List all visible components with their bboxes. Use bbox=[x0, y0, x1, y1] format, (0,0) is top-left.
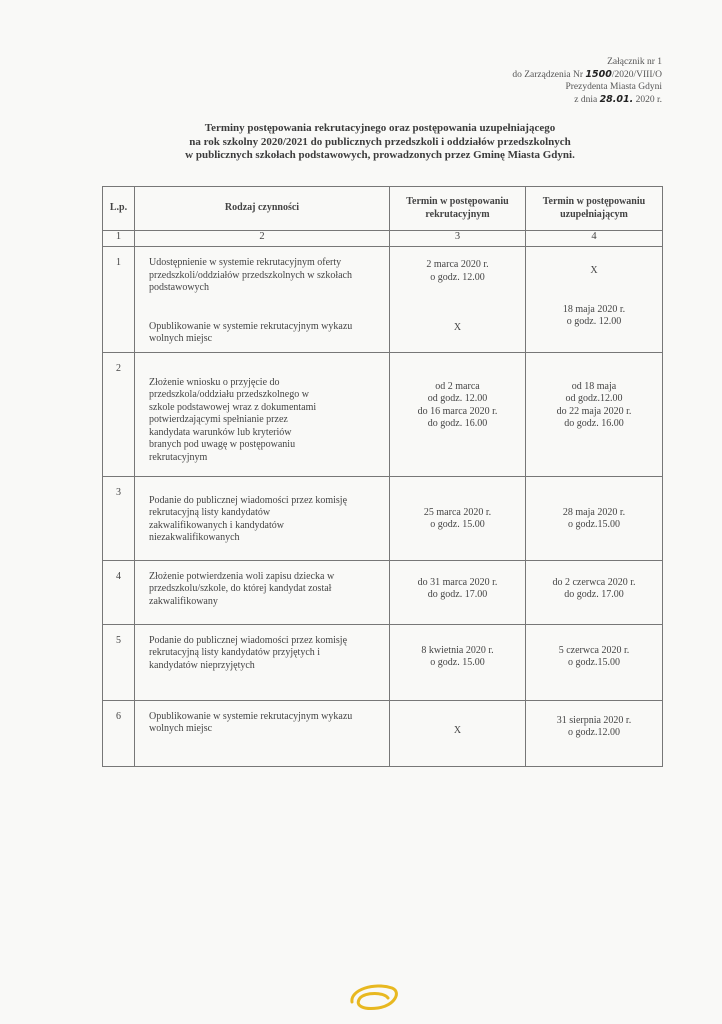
recruitment-term-cell bbox=[390, 476, 526, 560]
term-line: 8 kwietnia 2020 r. bbox=[421, 644, 494, 656]
term-line: o godz. 15.00 bbox=[430, 519, 485, 530]
term-line: od 2 marca bbox=[435, 380, 480, 392]
attachment-label: Załącznik nr 1 bbox=[607, 57, 662, 67]
term-line: 28 maja 2020 r. bbox=[562, 506, 626, 518]
term-line: od godz. 12.00 bbox=[427, 393, 488, 404]
supplementary-term-cell bbox=[526, 352, 663, 476]
attachment-header bbox=[422, 56, 662, 106]
supplementary-term-cell bbox=[526, 247, 663, 353]
activity-text: Złożenie wniosku o przyjęcie do przedszkola/oddziału przedszkolnego w szkole podstawowej wraz z dokumentami potwierdzającymi spełnianie przez kandydata warunków lub kryteriów branych pod uwagę w postępowaniu rekrutacyjnym bbox=[135, 352, 390, 476]
table-row bbox=[103, 247, 663, 353]
header-recruitment-term: Termin w postępowaniu rekrutacyjnym bbox=[390, 187, 526, 231]
header-activity: Rodzaj czynności bbox=[135, 187, 390, 231]
recruitment-term-cell bbox=[390, 624, 526, 700]
term-line: do godz. 16.00 bbox=[564, 418, 624, 429]
term-line: 5 czerwca 2020 r. bbox=[558, 644, 630, 656]
term-line: 18 maja 2020 r. bbox=[562, 303, 626, 315]
term-line: 25 marca 2020 r. bbox=[423, 506, 492, 518]
term-line: od godz.12.00 bbox=[565, 393, 623, 404]
recruitment-term-cell bbox=[390, 700, 526, 766]
term-line: o godz. 12.00 bbox=[430, 271, 485, 283]
activity-text: Złożenie potwierdzenia woli zapisu dziecka w przedszkolu/szkole, do której kandydat został zakwalifikowany bbox=[135, 560, 390, 624]
schedule-table bbox=[102, 186, 663, 767]
activity-text: Udostępnienie w systemie rekrutacyjnym oferty przedszkoli/oddziałów przedszkolnych w szkołach podstawowych bbox=[149, 257, 352, 293]
column-number-row bbox=[103, 231, 663, 247]
term-line: o godz.15.00 bbox=[568, 657, 620, 668]
term-line: 2 marca 2020 r. bbox=[426, 259, 489, 270]
column-number: 4 bbox=[526, 231, 663, 247]
activity-text: Podanie do publicznej wiadomości przez komisję rekrutacyjną listy kandydatów przyjętych i kandydatów nieprzyjętych bbox=[135, 624, 390, 700]
supplementary-term-cell bbox=[526, 560, 663, 624]
table-row bbox=[103, 560, 663, 624]
term-line: do 22 maja 2020 r. bbox=[556, 405, 632, 417]
title-line-3: w publicznych szkołach podstawowych, prowadzonych przez Gminę Miasta Gdyni. bbox=[185, 149, 575, 161]
term-line: X bbox=[453, 322, 462, 333]
title-line-2: na rok szkolny 2020/2021 do publicznych przedszkoli i oddziałów przedszkolnych bbox=[189, 135, 571, 148]
recruitment-term-cell bbox=[390, 247, 526, 353]
activity-cell bbox=[135, 247, 390, 353]
column-number: 3 bbox=[390, 231, 526, 247]
term-line: o godz. 12.00 bbox=[566, 316, 622, 327]
term-line: X bbox=[453, 724, 462, 736]
title-line-1: Terminy postępowania rekrutacyjnego oraz postępowania uzupełniającego bbox=[204, 122, 556, 134]
supplementary-term-cell bbox=[526, 476, 663, 560]
issuer-line: Prezydenta Miasta Gdyni bbox=[565, 82, 662, 92]
recruitment-term-cell bbox=[390, 560, 526, 624]
activity-text: Opublikowanie w systemie rekrutacyjnym wykazu wolnych miejsc bbox=[149, 320, 353, 344]
row-number: 2 bbox=[103, 352, 135, 476]
term-line: o godz. 15.00 bbox=[430, 657, 485, 668]
table-row bbox=[103, 476, 663, 560]
table-row bbox=[103, 352, 663, 476]
term-line: do godz. 17.00 bbox=[564, 589, 624, 600]
document-title bbox=[170, 122, 590, 163]
activity-text: Opublikowanie w systemie rekrutacyjnym wykazu wolnych miejsc bbox=[135, 700, 390, 766]
table-row bbox=[103, 624, 663, 700]
paperclip-scribble-icon bbox=[344, 980, 404, 1014]
term-line: 31 sierpnia 2020 r. bbox=[556, 714, 632, 726]
column-number: 1 bbox=[103, 231, 135, 247]
column-number: 2 bbox=[135, 231, 390, 247]
handwritten-number: 1500 bbox=[585, 68, 612, 80]
row-number: 5 bbox=[103, 624, 135, 700]
term-line: do godz. 16.00 bbox=[427, 418, 488, 429]
term-line: do 16 marca 2020 r. bbox=[417, 405, 498, 417]
term-line: o godz.15.00 bbox=[568, 519, 620, 530]
term-line: o godz.12.00 bbox=[568, 727, 620, 738]
activity-text: Podanie do publicznej wiadomości przez komisję rekrutacyjną listy kandydatów zakwalifikowanych i kandydatów niezakwalifikowanych bbox=[135, 476, 390, 560]
table-header-row bbox=[103, 187, 663, 231]
ordinance-number-line: do Zarządzenia Nr 1500/2020/VIII/O bbox=[512, 68, 662, 80]
term-line: do 2 czerwca 2020 r. bbox=[552, 576, 636, 588]
term-line: od 18 maja bbox=[571, 380, 617, 392]
header-lp: L.p. bbox=[103, 187, 135, 231]
row-number: 1 bbox=[103, 247, 135, 353]
date-line: z dnia 28.01. 2020 r. bbox=[574, 93, 662, 105]
term-line: do 31 marca 2020 r. bbox=[417, 576, 498, 588]
row-number: 6 bbox=[103, 700, 135, 766]
table-row bbox=[103, 700, 663, 766]
supplementary-term-cell bbox=[526, 624, 663, 700]
row-number: 3 bbox=[103, 476, 135, 560]
term-line: do godz. 17.00 bbox=[427, 589, 488, 600]
recruitment-term-cell bbox=[390, 352, 526, 476]
supplementary-term-cell bbox=[526, 700, 663, 766]
row-number: 4 bbox=[103, 560, 135, 624]
handwritten-date: 28.01. bbox=[599, 93, 634, 105]
term-line: X bbox=[590, 265, 598, 276]
header-supplementary-term: Termin w postępowaniu uzupełniającym bbox=[526, 187, 663, 231]
